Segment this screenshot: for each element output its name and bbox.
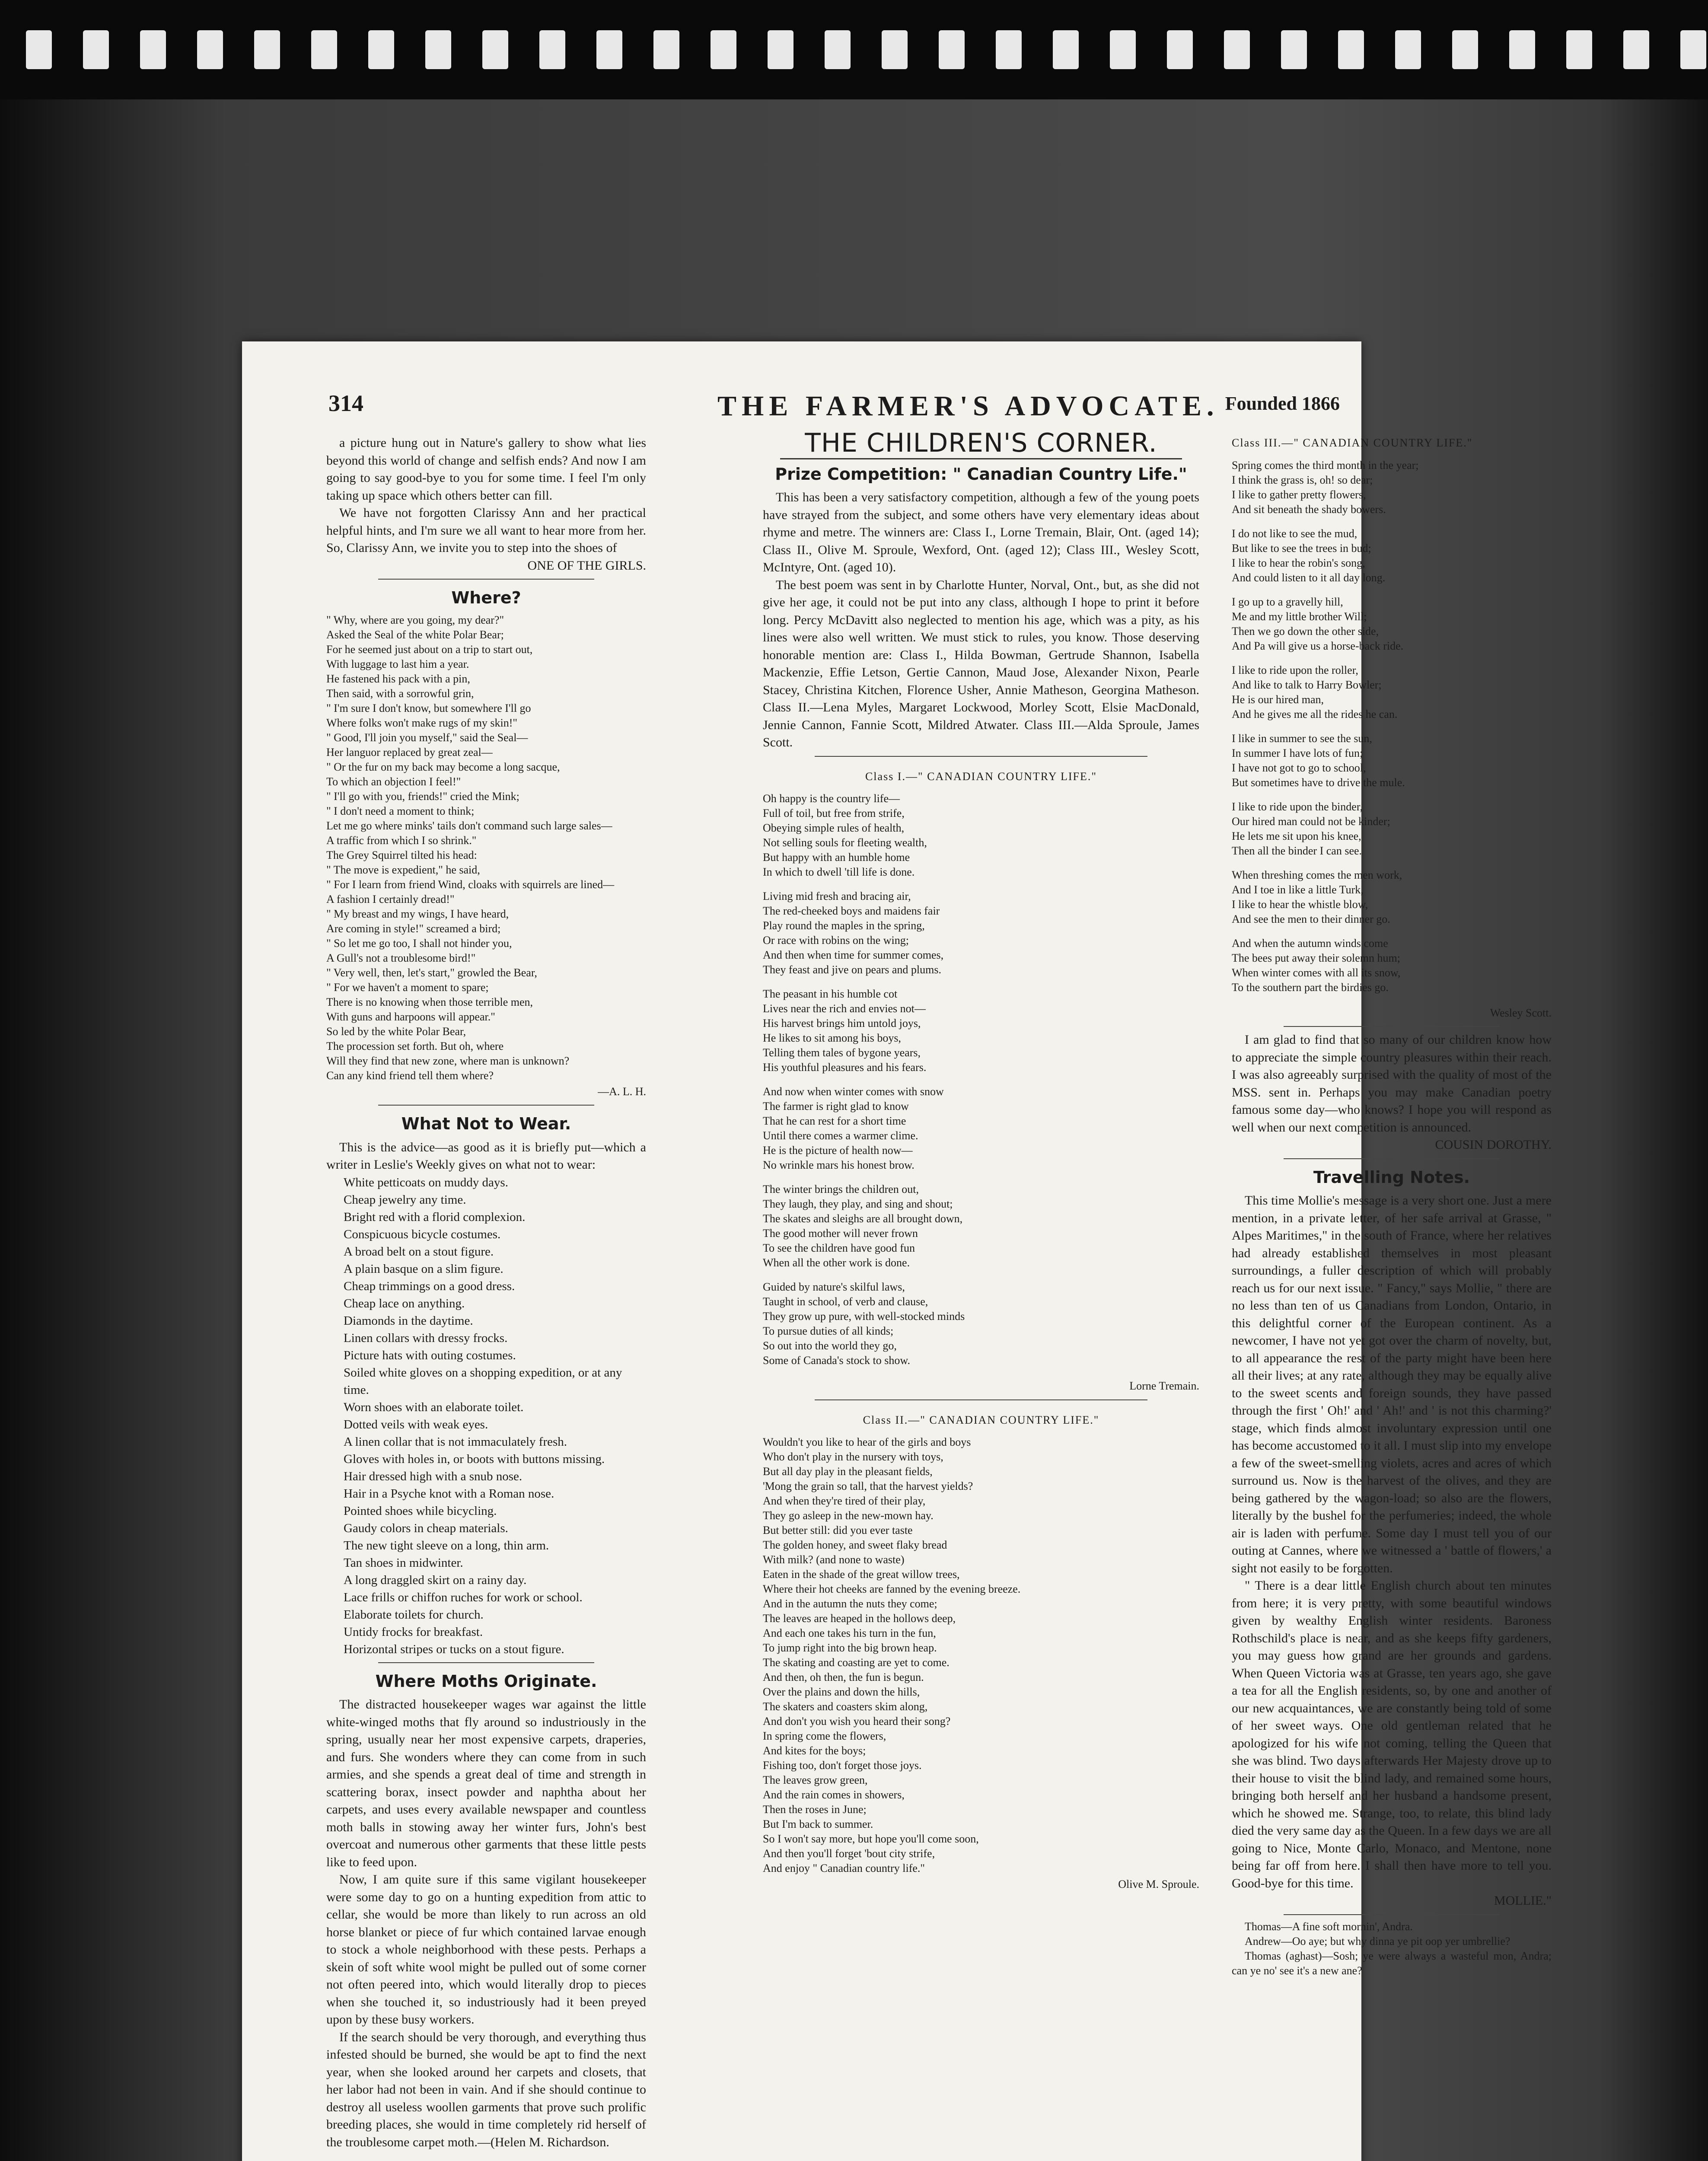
list-item: A linen collar that is not immaculately fresh. — [344, 1434, 567, 1449]
poem-line: " Or the fur on my back may become a long sacque, — [326, 760, 560, 773]
wear-list — [326, 1174, 646, 1658]
poem-line: The red-cheeked boys and maidens fair — [763, 905, 940, 917]
film-sprocket-hole — [1395, 30, 1421, 69]
poem-line: Her languor replaced by great zeal— — [326, 746, 493, 759]
poem-stanza — [1232, 731, 1552, 790]
poem-line: And each one takes his turn in the fun, — [763, 1627, 936, 1639]
poem-line: To see the children have good fun — [763, 1242, 915, 1254]
poem-stanza — [763, 1084, 1199, 1173]
poem-line: " Why, where are you going, my dear?" — [326, 613, 504, 626]
film-sprocket-hole — [197, 30, 223, 69]
poem-line: Full of toil, but free from strife, — [763, 807, 905, 819]
list-item: Gloves with holes in, or boots with buttons missing. — [344, 1452, 605, 1466]
poem-line: And when the autumn winds come — [1232, 937, 1388, 950]
intro-paragraph-2: We have not forgotten Clarissy Ann and her practical helpful hints, and I'm sure we all want to hear more from her. So, Clarissy Ann, we invite you to step into the shoes of — [326, 506, 646, 555]
poem-line: Spring comes the third month in the year; — [1232, 459, 1419, 472]
poem-line: Let me go where minks' tails don't command such large sales— — [326, 819, 612, 832]
poem-stanza — [763, 791, 1199, 880]
poem-line: Will they find that new zone, where man is unknown? — [326, 1054, 570, 1067]
poem-line: And don't you wish you heard their song? — [763, 1715, 951, 1728]
where-signature: —A. L. H. — [598, 1085, 646, 1098]
poem-line: I like in summer to see the sun, — [1232, 732, 1372, 745]
poem-line: Taught in school, of verb and clause, — [763, 1295, 928, 1308]
class1-poem — [763, 791, 1199, 1368]
film-sprocket-hole — [311, 30, 337, 69]
poem-line: And Pa will give us a horse-back ride. — [1232, 639, 1404, 652]
poem-line: Then all the binder I can see. — [1232, 844, 1362, 857]
list-item: Bright red with a florid complexion. — [344, 1210, 526, 1224]
newspaper-page — [242, 341, 1552, 2161]
film-sprocket-hole — [254, 30, 280, 69]
intro-signature: ONE OF THE GIRLS. — [527, 558, 646, 573]
poem-line: " I don't need a moment to think; — [326, 804, 475, 817]
poem-line: The farmer is right glad to know — [763, 1100, 909, 1112]
list-item: Hair in a Psyche knot with a Roman nose. — [344, 1486, 554, 1501]
poem-line: But all day play in the pleasant fields, — [763, 1465, 933, 1478]
closing-paragraph: I am glad to find that so many of our children know how to appreciate the simple country pleasures within their reach. I was also agreeably surprised with the quality of most of the MSS. sent in. Perhaps you may make Canadian poetry famous some day—who knows? I hope you will respond as well when our next competition is announced. — [1232, 1033, 1552, 1135]
poem-line: The winter brings the children out, — [763, 1183, 919, 1195]
list-item: A plain basque on a slim figure. — [344, 1262, 503, 1276]
poem-stanza — [1232, 663, 1552, 722]
film-sprocket-hole — [882, 30, 908, 69]
poem-line: And could listen to it all day long. — [1232, 571, 1386, 584]
class3-signature: Wesley Scott. — [1490, 1006, 1552, 1019]
poem-line: Oh happy is the country life— — [763, 792, 900, 805]
poem-line: And the rain comes in showers, — [763, 1788, 905, 1801]
poem-line: They grow up pure, with well-stocked minds — [763, 1310, 965, 1323]
list-item: White petticoats on muddy days. — [344, 1175, 508, 1189]
poem-line: But sometimes have to drive the mule. — [1232, 776, 1405, 789]
list-item: Elaborate toilets for church. — [344, 1607, 484, 1622]
poem-line: 'Mong the grain so tall, that the harvest yields? — [763, 1480, 973, 1492]
prize-competition-title: Prize Competition: " Canadian Country Life." — [775, 464, 1187, 484]
list-item: Hair dressed high with a snub nose. — [344, 1469, 523, 1483]
intro-paragraph-1: a picture hung out in Nature's gallery to show what lies beyond this world of change and selfish ends? And now I am going to say good-bye to you for some time. I feel I'm only taking up space which others better can fill. — [326, 436, 646, 503]
poem-line: Then said, with a sorrowful grin, — [326, 687, 474, 700]
poem-stanza — [763, 1280, 1199, 1368]
moths-paragraph-3: If the search should be very thorough, and everything thus infested should be burned, she would be apt to find the next year, when she looked around her carpets and closets, that her labor had not been in vain. And if she should continue to destroy all useless woollen garments that prove such prolific breeding places, she would in time completely rid herself of the troublesome carpet moth.—(Helen M. Richardson. — [326, 2030, 646, 2149]
film-sprocket-hole — [1680, 30, 1706, 69]
poem-line: Our hired man could not be kinder; — [1232, 815, 1390, 828]
film-sprocket-hole — [996, 30, 1022, 69]
poem-line: The leaves grow green, — [763, 1774, 868, 1786]
poem-line: " The move is expedient," he said, — [326, 863, 480, 876]
poem-line: But like to see the trees in bud; — [1232, 542, 1371, 555]
poem-line: For he seemed just about on a trip to start out, — [326, 643, 533, 656]
poem-line: " I'll go with you, friends!" cried the Mink; — [326, 790, 519, 803]
poem-line: He is our hired man, — [1232, 693, 1324, 706]
page-header — [328, 390, 1340, 424]
film-sprocket-hole — [1566, 30, 1592, 69]
poem-line: They laugh, they play, and sing and shout; — [763, 1198, 953, 1210]
poem-line: So led by the white Polar Bear, — [326, 1025, 466, 1038]
film-sprocket-hole — [1452, 30, 1478, 69]
poem-line: Where their hot cheeks are fanned by the evening breeze. — [763, 1583, 1021, 1595]
poem-line: I do not like to see the mud, — [1232, 527, 1357, 540]
film-sprocket-hole — [1224, 30, 1250, 69]
poem-line: The procession set forth. But oh, where — [326, 1039, 504, 1052]
poem-line: I like to gather pretty flowers, — [1232, 488, 1366, 501]
poem-line: When winter comes with all its snow, — [1232, 966, 1401, 979]
poem-line: In which to dwell 'till life is done. — [763, 866, 915, 878]
film-sprocket-hole — [368, 30, 394, 69]
travelling-notes-title: Travelling Notes. — [1313, 1167, 1470, 1187]
poem-line: When threshing comes the men work, — [1232, 868, 1402, 881]
poem-line: " For I learn from friend Wind, cloaks with squirrels are lined— — [326, 878, 615, 891]
poem-line: The good mother will never frown — [763, 1227, 918, 1240]
moths-paragraph-1: The distracted housekeeper wages war against the little white-winged moths that fly around so industriously in the spring, usually near her most expensive carpets, draperies, and furs. She wonders where they can come from in such armies, and she spends a great deal of time and strength in scattering borax, insect powder and naphtha about her carpets, and uses every available newspaper and countless moth balls in stowing away her winter furs, John's best overcoat and numerous other garments that these little pests like to feed upon. — [326, 1697, 646, 1869]
poem-line: With luggage to last him a year. — [326, 657, 469, 670]
poem-line: A traffic from which I so shrink." — [326, 834, 477, 847]
list-item: Worn shoes with an elaborate toilet. — [344, 1400, 524, 1414]
poem-line: Can any kind friend tell them where? — [326, 1069, 494, 1082]
list-item: The new tight sleeve on a long, thin arm. — [344, 1538, 549, 1552]
list-item: A long draggled skirt on a rainy day. — [344, 1573, 527, 1587]
page-number: 314 — [328, 390, 363, 416]
poem-line: To jump right into the big brown heap. — [763, 1641, 937, 1654]
poem-line: So out into the world they go, — [763, 1339, 897, 1352]
list-item: Tan shoes in midwinter. — [344, 1555, 463, 1570]
where-title: Where? — [451, 588, 521, 607]
divider — [815, 1399, 1147, 1400]
poem-line: Some of Canada's stock to show. — [763, 1354, 910, 1367]
poem-line: Or race with robins on the wing; — [763, 934, 909, 947]
film-sprocket-hole — [1623, 30, 1649, 69]
poem-line: The skaters and coasters skim along, — [763, 1700, 928, 1713]
poem-line: The leaves are heaped in the hollows deep, — [763, 1612, 956, 1625]
poem-line: I like to ride upon the binder, — [1232, 800, 1363, 813]
poem-line: And I toe in like a little Turk, — [1232, 883, 1364, 896]
poem-line: The skating and coasting are yet to come. — [763, 1656, 950, 1669]
poem-line: And sit beneath the shady bowers. — [1232, 503, 1386, 516]
poem-line: And in the autumn the nuts they come; — [763, 1597, 937, 1610]
joke-line-1: Thomas—A fine soft mornin', Andra. — [1245, 1920, 1413, 1933]
poem-stanza — [1232, 595, 1552, 653]
poem-line: That he can rest for a short time — [763, 1115, 906, 1127]
competition-paragraph-1: This has been a very satisfactory competition, although a few of the young poets have strayed from the subject, and some others have very elementary ideas about rhyme and metre. The winners are: Class I., Lorne Tremain, Blair, Ont. (aged 14); Class II., Olive M. Sproule, Wexford, Ont. (aged 12); Class III., Wesley Scott, McIntyre, Ont. (aged 10). — [763, 490, 1199, 574]
film-sprocket-hole — [1281, 30, 1307, 69]
poem-line: Fishing too, don't forget those joys. — [763, 1759, 922, 1772]
film-sprocket-hole — [26, 30, 52, 69]
poem-line: He lets me sit upon his knee, — [1232, 829, 1361, 842]
poem-line: I like to hear the whistle blow, — [1232, 898, 1368, 911]
poem-line: And like to talk to Harry Bowler; — [1232, 678, 1382, 691]
poem-line: There is no knowing when those terrible men, — [326, 995, 533, 1008]
poem-stanza — [1232, 936, 1552, 995]
wear-title: What Not to Wear. — [401, 1114, 571, 1133]
list-item: Lace frills or chiffon ruches for work or school. — [344, 1590, 583, 1604]
poem-line: But better still: did you ever taste — [763, 1524, 913, 1536]
poem-line: A Gull's not a troublesome bird!" — [326, 951, 476, 964]
class1-title: Class I.—" CANADIAN COUNTRY LIFE." — [865, 770, 1097, 783]
poem-stanza — [1232, 800, 1552, 858]
poem-line: I have not got to go to school, — [1232, 761, 1366, 774]
poem-line: Then we go down the other side, — [1232, 625, 1379, 637]
poem-line: He is the picture of health now— — [763, 1144, 913, 1157]
joke-line-2: Andrew—Oo aye; but why dinna ye pit oop yer umbrellie? — [1245, 1935, 1510, 1947]
poem-line: And when they're tired of their play, — [763, 1495, 926, 1507]
poem-line: Who don't play in the nursery with toys, — [763, 1450, 943, 1463]
poem-stanza — [763, 987, 1199, 1075]
poem-line: Over the plains and down the hills, — [763, 1686, 920, 1698]
poem-line: And kites for the boys; — [763, 1744, 866, 1757]
poem-line: And then you'll forget 'bout city strife, — [763, 1847, 935, 1860]
poem-line: And he gives me all the rides he can. — [1232, 708, 1398, 720]
list-item: Pointed shoes while bicycling. — [344, 1504, 497, 1518]
film-sprocket-hole — [939, 30, 965, 69]
poem-line: " Very well, then, let's start," growled the Bear, — [326, 966, 537, 979]
poem-line: So I won't say more, but hope you'll come soon, — [763, 1833, 979, 1845]
list-item: Cheap jewelry any time. — [344, 1192, 466, 1207]
poem-line: Guided by nature's skilful laws, — [763, 1281, 905, 1293]
poem-line: With milk? (and none to waste) — [763, 1553, 905, 1566]
poem-stanza — [1232, 458, 1552, 517]
film-sprocket-hole — [768, 30, 793, 69]
wear-intro: This is the advice—as good as it is briefly put—which a writer in Leslie's Weekly gives on what not to wear: — [326, 1140, 646, 1172]
poem-line: A fashion I certainly dread!" — [326, 892, 455, 905]
poem-line: " Good, I'll join you myself," said the Seal— — [326, 731, 528, 744]
poem-stanza — [1232, 526, 1552, 585]
poem-line: And then when time for summer comes, — [763, 949, 944, 961]
film-sprocket-hole — [425, 30, 451, 69]
list-item: Linen collars with dressy frocks. — [344, 1331, 508, 1345]
list-item: Conspicuous bicycle costumes. — [344, 1227, 501, 1241]
moths-paragraph-2: Now, I am quite sure if this same vigilant housekeeper were some day to go on a hunting expedition from attic to cellar, she would be more than likely to run across an old horse blanket or piece of fur which contained larvae enough to stock a whole neighborhood with these pests. Perhaps a skein of soft white wool might be pulled out of some corner not often peered into, which would literally drop to pieces when she touched it, so industriously had it been preyed upon by these busy workers. — [326, 1872, 646, 2027]
poem-line: " My breast and my wings, I have heard, — [326, 907, 509, 920]
childrens-corner-title: THE CHILDREN'S CORNER. — [805, 428, 1157, 458]
poem-line: He likes to sit among his boys, — [763, 1032, 901, 1044]
poem-line: To pursue duties of all kinds; — [763, 1325, 894, 1337]
poem-line: Wouldn't you like to hear of the girls and boys — [763, 1436, 971, 1448]
divider — [1284, 1158, 1500, 1159]
poem-line: And enjoy " Canadian country life." — [763, 1862, 925, 1874]
where-poem — [326, 613, 646, 1083]
list-item: Cheap trimmings on a good dress. — [344, 1279, 515, 1293]
poem-line: The skates and sleighs are all brought down, — [763, 1212, 963, 1225]
film-sprocket-hole — [140, 30, 166, 69]
film-sprocket-hole — [482, 30, 508, 69]
list-item: A broad belt on a stout figure. — [344, 1244, 494, 1259]
poem-stanza — [763, 1182, 1199, 1270]
list-item: Dotted veils with weak eyes. — [344, 1417, 488, 1431]
moths-title: Where Moths Originate. — [375, 1671, 597, 1691]
poem-line: He fastened his pack with a pin, — [326, 672, 470, 685]
divider — [378, 1662, 594, 1663]
film-sprocket-hole — [653, 30, 679, 69]
film-sprocket-hole — [1110, 30, 1136, 69]
poem-line: I like to hear the robin's song, — [1232, 556, 1365, 569]
poem-line: No wrinkle mars his honest brow. — [763, 1159, 915, 1171]
founded-date: Founded 1866 — [1225, 393, 1340, 414]
competition-paragraph-2: The best poem was sent in by Charlotte Hunter, Norval, Ont., but, as she did not give her age, it could not be put into any class, although I hope to print it before long. Percy McDavitt also neglected to mention his age, which was a pity, as his lines were also well written. We must stick to rules, you know. Those deserving honorable mention are: Class I., Hilda Bowman, Gertrude Shannon, Isabella Mackenzie, Effie Letson, Gertie Cannon, Maud Jose, Alexander Nixon, Pearle Stacey, Christina Kitchen, Florence Usher, Annie Matheson, Georgina Matheson. Class II.—Lena Myles, Margaret Lockwood, Morley Scott, Elsie MacDonald, Jennie Cannon, Fannie Scott, Mildred Atwater. Class III.—Alda Sproule, James Scott. — [763, 577, 1199, 749]
divider — [378, 579, 594, 580]
film-sprocket-hole — [83, 30, 109, 69]
poem-line: I go up to a gravelly hill, — [1232, 595, 1343, 608]
poem-line: His youthful pleasures and his fears. — [763, 1061, 927, 1074]
poem-line: Where folks won't make rugs of my skin!" — [326, 716, 518, 729]
class2-title: Class II.—" CANADIAN COUNTRY LIFE." — [863, 1413, 1099, 1426]
travel-paragraph-1: This time Mollie's message is a very short one. Just a mere mention, in a private letter, of her safe arrival at Grasse, " Alpes Maritimes," in the south of France, where her relatives had already established themselves in most pleasant surroundings, a fuller description of which will probably reach us for our next issue. " Fancy," says Mollie, " there are no less than ten of us Canadians from London, Ontario, in this delightful corner of the European continent. As a newcomer, I have not yet got over the charm of novelty, but, to all appearance the rest of the party might have been here all their lives; at any rate, although they may be equally alive to the sweet scents and foreign sounds, they have passed through the first ' Oh!' and ' Ah!' and ' is not this charming?' stage, which finds almost involuntary expression until one has become accustomed to it all. I must slip into my envelope a few of the sweet-smelling violets, acres and acres of which surround us. Now is the harvest of the olives, and they are being gathered by the wagon-load; so also are the flowers, literally by the bushel for the perfumeries; indeed, the whole air is laden with perfume. Some day I must tell you of our outing at Cannes, where we witnessed a ' battle of flowers,' a sight not easily to be forgotten. — [1232, 1193, 1552, 1575]
class3-poem — [1232, 458, 1552, 995]
poem-line: Are coming in style!" screamed a bird; — [326, 922, 501, 935]
poem-line: With guns and harpoons will appear." — [326, 1010, 495, 1023]
poem-line: When all the other work is done. — [763, 1256, 910, 1269]
class2-poem — [763, 1435, 1199, 1876]
poem-line: The bees put away their solemn hum; — [1232, 951, 1400, 964]
poem-line: And now when winter comes with snow — [763, 1085, 944, 1098]
column-left — [326, 434, 646, 2151]
poem-line: I like to ride upon the roller, — [1232, 663, 1358, 676]
poem-line: Not selling souls for fleeting wealth, — [763, 836, 927, 849]
film-sprocket-hole — [539, 30, 565, 69]
poem-line: In spring come the flowers, — [763, 1730, 886, 1742]
poem-line: " So let me go too, I shall not hinder you, — [326, 937, 512, 950]
class3-title: Class III.—" CANADIAN COUNTRY LIFE." — [1232, 437, 1473, 449]
class1-signature: Lorne Tremain. — [1129, 1380, 1199, 1392]
poem-line: And then, oh then, the fun is begun. — [763, 1671, 924, 1683]
list-item: Untidy frocks for breakfast. — [344, 1625, 483, 1639]
poem-line: Eaten in the shade of the great willow trees, — [763, 1568, 960, 1581]
poem-line: Lives near the rich and envies not— — [763, 1002, 926, 1015]
poem-line: Me and my little brother Will; — [1232, 610, 1367, 623]
masthead: THE FARMER'S ADVOCATE. — [717, 390, 1219, 422]
poem-stanza — [1232, 868, 1552, 927]
class2-signature: Olive M. Sproule. — [1118, 1878, 1199, 1890]
poem-line: Living mid fresh and bracing air, — [763, 890, 911, 902]
divider — [1284, 1914, 1500, 1915]
poem-line: Then the roses in June; — [763, 1803, 867, 1816]
list-item: Cheap lace on anything. — [344, 1296, 465, 1310]
poem-line: Until there comes a warmer clime. — [763, 1129, 918, 1142]
travel-signature: MOLLIE." — [1494, 1893, 1552, 1908]
poem-line: They go asleep in the new-mown hay. — [763, 1509, 934, 1522]
film-sprocket-hole — [596, 30, 622, 69]
poem-line: I think the grass is, oh! so dear; — [1232, 473, 1373, 486]
poem-line: And see the men to their dinner go. — [1232, 912, 1390, 925]
film-sprocket-hole — [1053, 30, 1079, 69]
travel-paragraph-2: " There is a dear little English church about ten minutes from here; it is very pretty, with some beautiful windows given by wealthy English winter residents. Baroness Rothschild's place is near, and as she keeps fifty gardeners, you may guess how grand are her grounds and gardens. When Queen Victoria was at Grasse, ten years ago, she gave a tea for all the English residents, so, by one and another of our new acquaintances, we are constantly being told of some of her sweet ways. One old gentleman related that he apologized for his wife not coming, telling the Queen that she was blind. Two days afterwards Her Majesty drove up to their house to visit the blind lady, and remained some hours, bringing both herself and her husband a handsome present, which he showed me. Strange, too, to relate, this blind lady died the very same day as the Queen. In a few days we are all going to Nice, Monte Carlo, Monaco, and Mentone, none being far off from here. I shall then have more to tell you. Good-bye for this time. — [1232, 1578, 1552, 1890]
joke-line-3: Thomas (aghast)—Sosh; ye were always a wasteful mon, Andra; can ye no' see it's a new ane? — [1232, 1949, 1552, 1977]
film-sprocket-hole — [825, 30, 851, 69]
list-item: Gaudy colors in cheap materials. — [344, 1521, 508, 1535]
list-item: Soiled white gloves on a shopping expedition, or at any time. — [344, 1365, 622, 1397]
list-item: Diamonds in the daytime. — [344, 1313, 473, 1328]
poem-stanza — [763, 889, 1199, 977]
poem-line: The golden honey, and sweet flaky bread — [763, 1539, 947, 1551]
film-sprocket-hole — [1338, 30, 1364, 69]
column-right — [1232, 434, 1552, 1978]
divider — [815, 756, 1147, 757]
poem-line: Play round the maples in the spring, — [763, 919, 925, 932]
poem-line: But happy with an humble home — [763, 851, 910, 864]
poem-line: " For we haven't a moment to spare; — [326, 981, 489, 994]
divider — [378, 1105, 594, 1106]
poem-line: His harvest brings him untold joys, — [763, 1017, 921, 1030]
list-item: Picture hats with outing costumes. — [344, 1348, 516, 1362]
poem-line: " I'm sure I don't know, but somewhere I'll go — [326, 701, 531, 714]
poem-line: The peasant in his humble cot — [763, 988, 898, 1000]
poem-line: To which an objection I feel!" — [326, 775, 461, 788]
divider — [1284, 1026, 1500, 1027]
poem-line: To the southern part the birdies go. — [1232, 981, 1389, 994]
film-sprocket-hole — [1167, 30, 1193, 69]
column-middle — [763, 428, 1199, 1893]
list-item: Horizontal stripes or tucks on a stout figure. — [344, 1642, 564, 1656]
poem-line: Asked the Seal of the white Polar Bear; — [326, 628, 504, 641]
film-sprocket-hole — [711, 30, 736, 69]
poem-line: They feast and jive on pears and plums. — [763, 963, 941, 976]
poem-line: But I'm back to summer. — [763, 1818, 873, 1830]
poem-line: Obeying simple rules of health, — [763, 822, 905, 834]
film-sprocket-hole — [1509, 30, 1535, 69]
closing-signature: COUSIN DOROTHY. — [1435, 1138, 1552, 1152]
poem-line: In summer I have lots of fun; — [1232, 746, 1363, 759]
poem-line: The Grey Squirrel tilted his head: — [326, 848, 477, 861]
poem-line: Telling them tales of bygone years, — [763, 1046, 921, 1059]
